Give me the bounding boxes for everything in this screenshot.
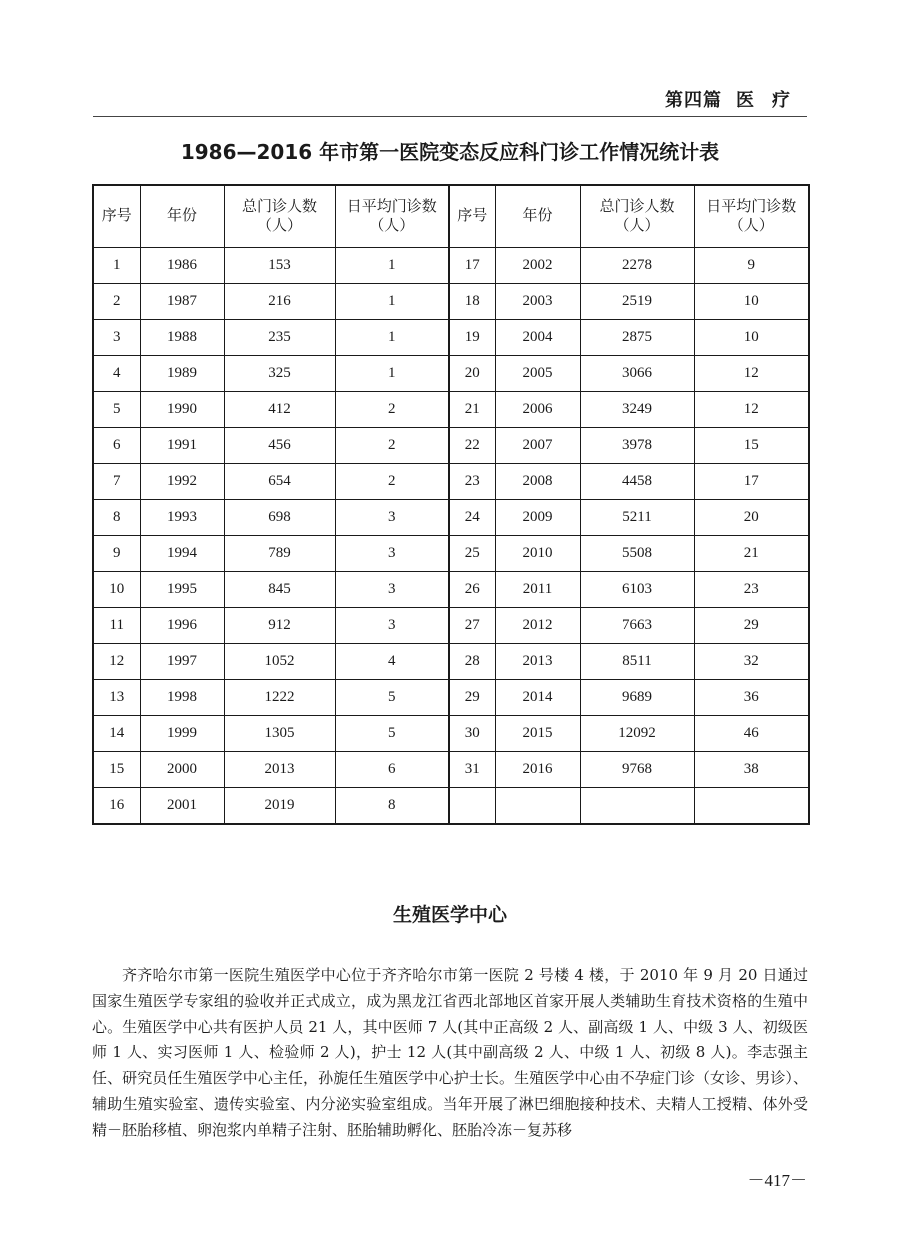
cell-total-visits: 8511 xyxy=(580,644,694,680)
cell-total-visits: 845 xyxy=(224,572,335,608)
cell-year: 1991 xyxy=(140,428,224,464)
cell-seq: 25 xyxy=(449,536,495,572)
table-body xyxy=(93,248,809,825)
cell-seq: 30 xyxy=(449,716,495,752)
table-row xyxy=(93,356,809,392)
cell-seq: 4 xyxy=(93,356,140,392)
cell-year: 2001 xyxy=(140,788,224,825)
cell-daily-average: 2 xyxy=(335,464,449,500)
cell-daily-average: 12 xyxy=(694,356,809,392)
cell-year: 2002 xyxy=(495,248,580,284)
table-row xyxy=(93,572,809,608)
cell-seq: 10 xyxy=(93,572,140,608)
cell-seq: 16 xyxy=(93,788,140,825)
cell-total-visits: 2278 xyxy=(580,248,694,284)
cell-total-visits: 3066 xyxy=(580,356,694,392)
col-seq: 序号 xyxy=(449,185,495,248)
cell-daily-average: 32 xyxy=(694,644,809,680)
cell-total-visits xyxy=(580,788,694,825)
cell-seq: 2 xyxy=(93,284,140,320)
cell-total-visits: 4458 xyxy=(580,464,694,500)
cell-seq: 9 xyxy=(93,536,140,572)
cell-year: 1986 xyxy=(140,248,224,284)
cell-seq: 21 xyxy=(449,392,495,428)
table-row xyxy=(93,788,809,825)
cell-seq: 26 xyxy=(449,572,495,608)
cell-total-visits: 6103 xyxy=(580,572,694,608)
cell-total-visits: 698 xyxy=(224,500,335,536)
cell-year: 1989 xyxy=(140,356,224,392)
cell-year: 2003 xyxy=(495,284,580,320)
outpatient-stats-table xyxy=(92,184,810,825)
table-row xyxy=(93,644,809,680)
cell-daily-average: 12 xyxy=(694,392,809,428)
cell-seq: 15 xyxy=(93,752,140,788)
table-row xyxy=(93,536,809,572)
col-total-visits: 总门诊人数 （人） xyxy=(224,185,335,248)
cell-daily-average: 38 xyxy=(694,752,809,788)
table-row xyxy=(93,716,809,752)
cell-total-visits: 12092 xyxy=(580,716,694,752)
cell-year: 2005 xyxy=(495,356,580,392)
cell-seq: 1 xyxy=(93,248,140,284)
table-row xyxy=(93,680,809,716)
cell-seq: 14 xyxy=(93,716,140,752)
cell-seq: 8 xyxy=(93,500,140,536)
header-rule xyxy=(93,116,807,117)
table-row xyxy=(93,392,809,428)
cell-seq: 23 xyxy=(449,464,495,500)
cell-daily-average xyxy=(694,788,809,825)
cell-total-visits: 9768 xyxy=(580,752,694,788)
cell-total-visits: 3978 xyxy=(580,428,694,464)
cell-daily-average: 9 xyxy=(694,248,809,284)
header-chapter: 医疗 xyxy=(736,90,808,111)
table-row xyxy=(93,284,809,320)
cell-seq: 29 xyxy=(449,680,495,716)
table-row xyxy=(93,428,809,464)
col-total-visits: 总门诊人数 （人） xyxy=(580,185,694,248)
col-daily-average: 日平均门诊数 （人） xyxy=(335,185,449,248)
cell-daily-average: 10 xyxy=(694,284,809,320)
cell-total-visits: 1305 xyxy=(224,716,335,752)
table-row xyxy=(93,608,809,644)
cell-daily-average: 3 xyxy=(335,500,449,536)
cell-total-visits: 2519 xyxy=(580,284,694,320)
cell-year: 1995 xyxy=(140,572,224,608)
cell-daily-average: 3 xyxy=(335,608,449,644)
cell-year xyxy=(495,788,580,825)
cell-daily-average: 21 xyxy=(694,536,809,572)
cell-daily-average: 2 xyxy=(335,392,449,428)
cell-year: 2015 xyxy=(495,716,580,752)
cell-daily-average: 3 xyxy=(335,572,449,608)
cell-year: 1998 xyxy=(140,680,224,716)
table-title: 1986—2016 年市第一医院变态反应科门诊工作情况统计表 xyxy=(180,140,720,164)
cell-seq: 19 xyxy=(449,320,495,356)
cell-seq: 20 xyxy=(449,356,495,392)
cell-year: 2000 xyxy=(140,752,224,788)
cell-year: 1988 xyxy=(140,320,224,356)
cell-total-visits: 456 xyxy=(224,428,335,464)
cell-year: 1994 xyxy=(140,536,224,572)
cell-year: 1993 xyxy=(140,500,224,536)
cell-daily-average: 2 xyxy=(335,428,449,464)
cell-daily-average: 17 xyxy=(694,464,809,500)
col-daily-average: 日平均门诊数 （人） xyxy=(694,185,809,248)
cell-total-visits: 235 xyxy=(224,320,335,356)
cell-seq: 12 xyxy=(93,644,140,680)
cell-year: 2009 xyxy=(495,500,580,536)
body-paragraph: 齐齐哈尔市第一医院生殖医学中心位于齐齐哈尔市第一医院 2 号楼 4 楼，于 2010 年 9 月 20 日通过国家生殖医学专家组的验收并正式成立，成为黑龙江省西北部地区首家开展人类辅助生育技术资格的生殖中心。生殖医学中心共有医护人员 21 人，其中医师 7 人(其中正高级 2 人、副高级 1 人、中级 3 人、初级医师 1 人、实习医师 1 人、检验师 2 人)，护士 12 人(其中副高级 2 人、中级 1 人、初级 8 人)。李志强主任、研究员任生殖医学中心主任，孙旎任生殖医学中心护士长。生殖医学中心由不孕症门诊（女诊、男诊）、辅助生殖实验室、遗传实验室、内分泌实验室组成。当年开展了淋巴细胞接种技术、夫精人工授精、体外受精－胚胎移植、卵泡浆内单精子注射、胚胎辅助孵化、胚胎冷冻－复苏移 xyxy=(92,966,808,1139)
cell-year: 2016 xyxy=(495,752,580,788)
cell-seq: 22 xyxy=(449,428,495,464)
cell-daily-average: 5 xyxy=(335,680,449,716)
cell-total-visits: 2875 xyxy=(580,320,694,356)
cell-year: 2007 xyxy=(495,428,580,464)
cell-total-visits: 7663 xyxy=(580,608,694,644)
cell-total-visits: 5211 xyxy=(580,500,694,536)
cell-seq: 31 xyxy=(449,752,495,788)
cell-total-visits: 412 xyxy=(224,392,335,428)
cell-year: 2012 xyxy=(495,608,580,644)
cell-year: 1999 xyxy=(140,716,224,752)
cell-seq: 13 xyxy=(93,680,140,716)
cell-year: 1992 xyxy=(140,464,224,500)
cell-daily-average: 15 xyxy=(694,428,809,464)
cell-daily-average: 1 xyxy=(335,248,449,284)
section-title: 生殖医学中心 xyxy=(392,904,507,926)
cell-total-visits: 1222 xyxy=(224,680,335,716)
cell-year: 2010 xyxy=(495,536,580,572)
cell-year: 2006 xyxy=(495,392,580,428)
cell-total-visits: 654 xyxy=(224,464,335,500)
cell-seq: 27 xyxy=(449,608,495,644)
cell-year: 2004 xyxy=(495,320,580,356)
cell-daily-average: 1 xyxy=(335,356,449,392)
header-part: 第四篇 xyxy=(665,90,722,111)
col-year: 年份 xyxy=(495,185,580,248)
cell-daily-average: 1 xyxy=(335,320,449,356)
cell-daily-average: 1 xyxy=(335,284,449,320)
cell-seq xyxy=(449,788,495,825)
cell-daily-average: 8 xyxy=(335,788,449,825)
cell-seq: 11 xyxy=(93,608,140,644)
cell-total-visits: 153 xyxy=(224,248,335,284)
cell-year: 2013 xyxy=(495,644,580,680)
page-number: －417－ xyxy=(747,1171,807,1190)
cell-total-visits: 325 xyxy=(224,356,335,392)
cell-total-visits: 5508 xyxy=(580,536,694,572)
running-header xyxy=(665,86,808,112)
cell-daily-average: 3 xyxy=(335,536,449,572)
cell-year: 2008 xyxy=(495,464,580,500)
cell-daily-average: 6 xyxy=(335,752,449,788)
cell-year: 2014 xyxy=(495,680,580,716)
cell-daily-average: 23 xyxy=(694,572,809,608)
cell-daily-average: 46 xyxy=(694,716,809,752)
cell-total-visits: 789 xyxy=(224,536,335,572)
cell-seq: 17 xyxy=(449,248,495,284)
cell-seq: 24 xyxy=(449,500,495,536)
cell-total-visits: 9689 xyxy=(580,680,694,716)
table-row xyxy=(93,320,809,356)
cell-year: 1997 xyxy=(140,644,224,680)
cell-total-visits: 1052 xyxy=(224,644,335,680)
cell-daily-average: 36 xyxy=(694,680,809,716)
cell-year: 1996 xyxy=(140,608,224,644)
cell-total-visits: 2013 xyxy=(224,752,335,788)
cell-seq: 18 xyxy=(449,284,495,320)
cell-year: 1990 xyxy=(140,392,224,428)
col-seq: 序号 xyxy=(93,185,140,248)
table-header-row xyxy=(93,185,809,248)
cell-total-visits: 216 xyxy=(224,284,335,320)
cell-daily-average: 5 xyxy=(335,716,449,752)
table-row xyxy=(93,500,809,536)
cell-seq: 6 xyxy=(93,428,140,464)
table-row xyxy=(93,464,809,500)
cell-seq: 28 xyxy=(449,644,495,680)
cell-daily-average: 29 xyxy=(694,608,809,644)
table-row xyxy=(93,248,809,284)
cell-year: 1987 xyxy=(140,284,224,320)
cell-daily-average: 4 xyxy=(335,644,449,680)
cell-seq: 5 xyxy=(93,392,140,428)
cell-total-visits: 2019 xyxy=(224,788,335,825)
cell-daily-average: 10 xyxy=(694,320,809,356)
cell-seq: 3 xyxy=(93,320,140,356)
cell-daily-average: 20 xyxy=(694,500,809,536)
cell-seq: 7 xyxy=(93,464,140,500)
table-row xyxy=(93,752,809,788)
col-year: 年份 xyxy=(140,185,224,248)
cell-total-visits: 912 xyxy=(224,608,335,644)
cell-total-visits: 3249 xyxy=(580,392,694,428)
cell-year: 2011 xyxy=(495,572,580,608)
